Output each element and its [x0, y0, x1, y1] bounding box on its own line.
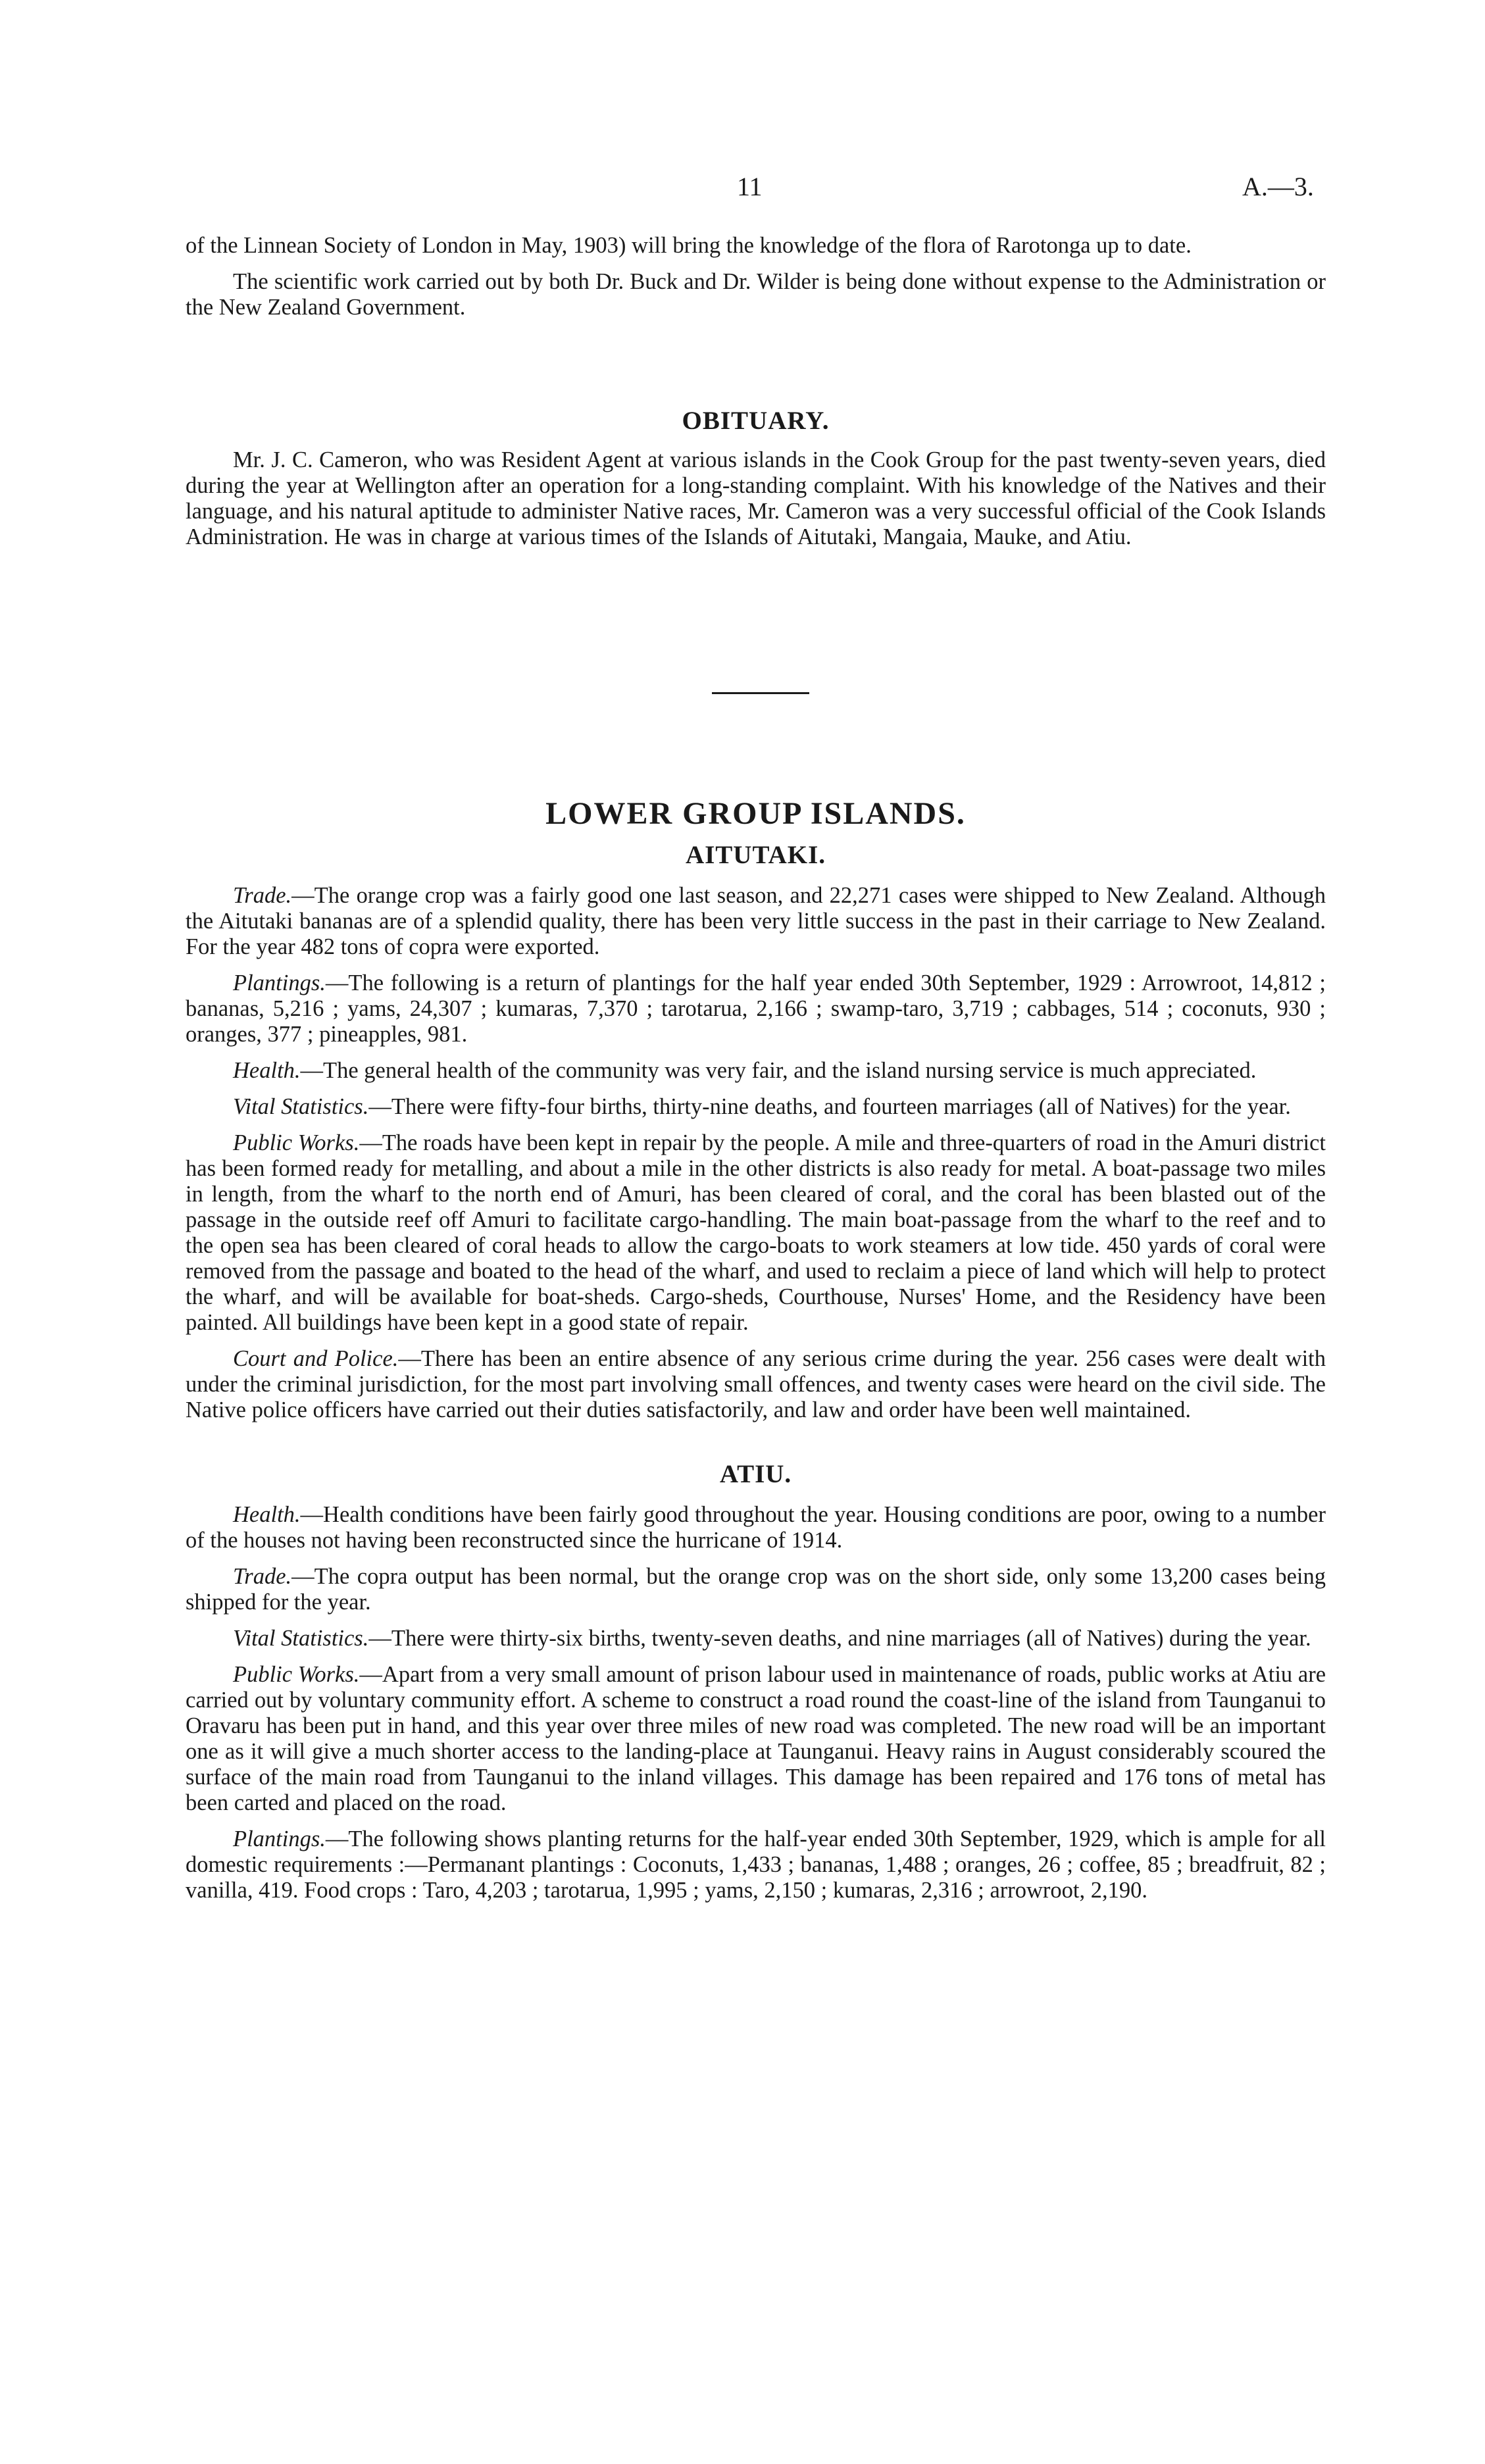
- obituary-paragraph: Mr. J. C. Cameron, who was Resident Agent at various islands in the Cook Group for the past twenty-seven years, died during the year at Wellington after an operation for a long-standing complaint. With his knowledge of the Natives and their language, and his natural aptitude to administer Native races, Mr. Cameron was a very successful official of the Cook Islands Administration. He was in charge at various times of the Islands of Aitutaki, Mangaia, Mauke, and Atiu.: [186, 447, 1326, 549]
- aitutaki-heading: AITUTAKI.: [685, 841, 826, 869]
- section-label: Health.: [233, 1058, 301, 1083]
- section-label: Public Works.: [233, 1662, 360, 1687]
- section-label: Court and Police.: [233, 1346, 399, 1371]
- page-number: 11: [737, 172, 763, 201]
- atiu-trade: Trade.—The copra output has been normal, but the orange crop was on the short side, only some 13,200 cases being shipped for the year.: [186, 1564, 1326, 1615]
- section-label: Vital Statistics.: [233, 1626, 369, 1651]
- lower-group-section: [186, 796, 1326, 1914]
- intro-block: [186, 233, 1326, 331]
- section-label: Trade.: [233, 883, 292, 908]
- atiu-health: Health.—Health conditions have been fairly good throughout the year. Housing conditions are poor, owing to a number of the houses not having been reconstructed since the hurricane of 1914.: [186, 1502, 1326, 1553]
- section-label: Plantings.: [233, 1826, 326, 1851]
- atiu-plantings: Plantings.—The following shows planting returns for the half-year ended 30th September, 1929, which is ample for all domestic requirements :—Permanant plantings : Coconuts, 1,433 ; bananas, 1,488 ; oranges, 26 ; coffee, 85 ; breadfruit, 82 ; vanilla, 419. Food crops : Taro, 4,203 ; tarotarua, 1,995 ; yams, 2,150 ; kumaras, 2,316 ; arrowroot, 2,190.: [186, 1826, 1326, 1903]
- atiu-public-works: Public Works.—Apart from a very small amount of prison labour used in maintenance of roads, public works at Atiu are carried out by voluntary community effort. A scheme to construct a road round the coast-line of the island from Taunganui to Oravaru has been put in hand, and this year over three miles of new road was completed. The new road will be an important one as it will give a much shorter access to the landing-place at Taunganui. Heavy rains in August considerably scoured the surface of the main road from Taunganui to the inland villages. This damage has been repaired and 176 tons of metal has been carted and placed on the road.: [186, 1662, 1326, 1815]
- lower-group-heading: LOWER GROUP ISLANDS.: [545, 796, 966, 831]
- aitutaki-plantings: Plantings.—The following is a return of plantings for the half year ended 30th September, 1929 : Arrowroot, 14,812 ; bananas, 5,216 ; yams, 24,307 ; kumaras, 7,370 ; tarotarua, 2,166 ; swamp-taro, 3,719 ; cabbages, 514 ; coconuts, 930 ; oranges, 377 ; pineapples, 981.: [186, 970, 1326, 1047]
- aitutaki-court-and-police: Court and Police.—There has been an entire absence of any serious crime during the year. 256 cases were dealt with under the criminal jurisdiction, for the most part involving small offences, and twenty cases were heard on the civil side. The Native police officers have carried out their duties satisfactorily, and law and order have been well maintained.: [186, 1346, 1326, 1422]
- section-label: Trade.: [233, 1564, 292, 1589]
- aitutaki-vital-statistics: Vital Statistics.—There were fifty-four births, thirty-nine deaths, and fourteen marriages (all of Natives) for the year.: [233, 1094, 1291, 1119]
- section-label: Plantings.: [233, 970, 326, 995]
- document-reference: A.—3.: [1242, 172, 1314, 201]
- obituary-section: [186, 407, 1326, 561]
- intro-paragraph-1: of the Linnean Society of London in May, 1903) will bring the knowledge of the flora of Rarotonga up to date.: [186, 233, 1192, 258]
- aitutaki-public-works: Public Works.—The roads have been kept in repair by the people. A mile and three-quarters of road in the Amuri district has been formed ready for metalling, and about a mile in the other districts is also ready for metal. A boat-passage two miles in length, from the wharf to the north end of Amuri, has been cleared of coral, and the coral has been blasted out of the passage in the outside reef off Amuri to facilitate cargo-handling. The main boat-passage from the wharf to the reef and to the open sea has been cleared of coral heads to allow the cargo-boats to work steamers at low tide. 450 yards of coral were removed from the passage and boated to the head of the wharf, and used to reclaim a piece of land which will help to protect the wharf, and will be available for boat-sheds. Cargo-sheds, Courthouse, Nurses' Home, and the Residency have been painted. All buildings have been kept in a good state of repair.: [186, 1130, 1326, 1335]
- obituary-heading: OBITUARY.: [682, 407, 830, 435]
- atiu-vital-statistics: Vital Statistics.—There were thirty-six births, twenty-seven deaths, and nine marriages (all of Natives) during the year.: [233, 1626, 1311, 1651]
- section-label: Public Works.: [233, 1130, 360, 1155]
- aitutaki-health: Health.—The general health of the community was very fair, and the island nursing service is much appreciated.: [233, 1058, 1257, 1083]
- section-label: Health.: [233, 1502, 301, 1527]
- section-label: Vital Statistics.: [233, 1094, 369, 1119]
- aitutaki-trade: Trade.—The orange crop was a fairly good one last season, and 22,271 cases were shipped to New Zealand. Although the Aitutaki bananas are of a splendid quality, there has been very little success in the past in their carriage to New Zealand. For the year 482 tons of copra were exported.: [186, 883, 1326, 959]
- atiu-heading: ATIU.: [719, 1460, 792, 1488]
- section-divider: [712, 692, 809, 694]
- intro-paragraph-2: The scientific work carried out by both Dr. Buck and Dr. Wilder is being done without expense to the Administration or the New Zealand Government.: [186, 269, 1326, 320]
